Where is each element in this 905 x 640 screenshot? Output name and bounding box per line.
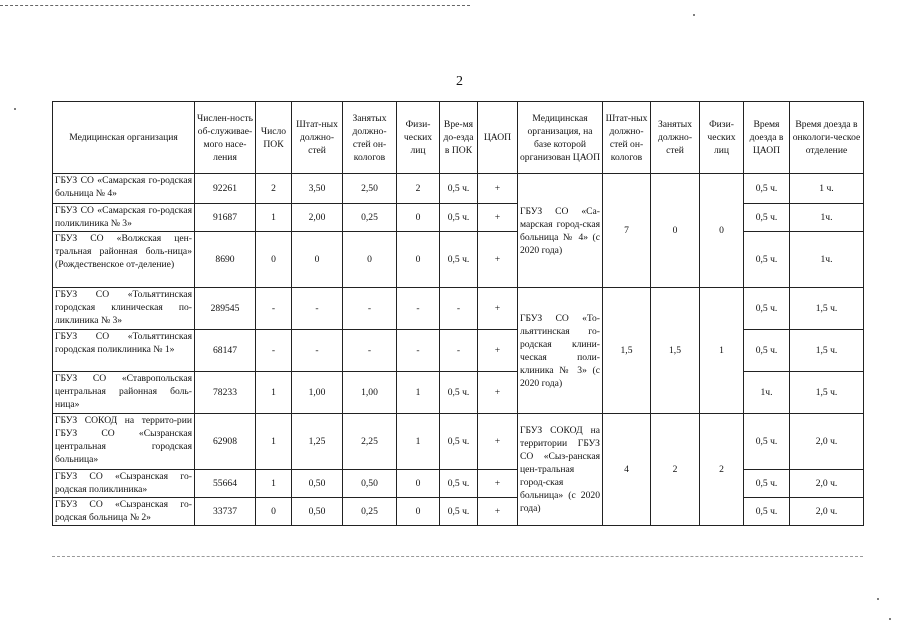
caop-base-org: ГБУЗ СО «Са-марская город-ская больница № 4» (с 2020 года) [518,174,603,288]
table-row [53,288,864,330]
travel-time-pok: 0,5 ч. [440,498,478,526]
caop-physical: 2 [700,414,744,526]
travel-time-caop: 0,5 ч. [744,414,790,470]
travel-time-pok: 0,5 ч. [440,174,478,204]
travel-time-pok: 0,5 ч. [440,470,478,498]
caop-flag: + [478,204,518,232]
travel-time-caop: 0,5 ч. [744,288,790,330]
travel-time-pok: 0,5 ч. [440,372,478,414]
caop-occupied: 0 [651,174,700,288]
caop-physical: 1 [700,288,744,414]
table-row [53,414,864,470]
travel-time-onco: 2,0 ч. [790,414,864,470]
travel-time-caop: 0,5 ч. [744,204,790,232]
occupied-positions: 2,50 [343,174,397,204]
caop-flag: + [478,414,518,470]
caop-staff: 7 [603,174,651,288]
occupied-positions: 0 [343,232,397,288]
pok-count: - [256,330,292,372]
org-name: ГБУЗ СО «Волжская цен-тральная районная боль-ница» (Рождественское от-деление) [53,232,195,288]
header-caop-physical: Физи-ческих лиц [700,102,744,174]
travel-time-pok: 0,5 ч. [440,414,478,470]
header-caop-org: Медицинская организация, на базе которой организован ЦАОП [518,102,603,174]
population-value: 78233 [195,372,256,414]
header-pok: Число ПОК [256,102,292,174]
scan-speck [889,618,891,620]
scan-dashed-line-top [0,5,470,6]
oncology-network-table [52,101,864,526]
header-travel-onco: Время доезда в онкологи-ческое отделение [790,102,864,174]
population-value: 8690 [195,232,256,288]
travel-time-onco: 1,5 ч. [790,288,864,330]
caop-flag: + [478,232,518,288]
pok-count: 0 [256,232,292,288]
pok-count: 1 [256,470,292,498]
scan-speck [693,14,695,16]
header-caop: ЦАОП [478,102,518,174]
header-travel-caop: Время доезда в ЦАОП [744,102,790,174]
staff-positions: 1,25 [292,414,343,470]
header-population: Числен-ность об-служивае-мого насе-ления [195,102,256,174]
scan-speck [14,108,16,110]
pok-count: 1 [256,414,292,470]
staff-positions: 1,00 [292,372,343,414]
staff-positions: 0 [292,232,343,288]
travel-time-onco: 1,5 ч. [790,330,864,372]
caop-staff: 1,5 [603,288,651,414]
occupied-positions: - [343,288,397,330]
staff-positions: - [292,330,343,372]
physical-persons: 0 [397,498,440,526]
page-number: 2 [456,74,463,89]
pok-count: 1 [256,204,292,232]
pok-count: 0 [256,498,292,526]
pok-count: 1 [256,372,292,414]
header-occupied: Занятых должно-стей он-кологов [343,102,397,174]
header-org: Медицинская организация [53,102,195,174]
caop-flag: + [478,174,518,204]
scan-dashed-line-bottom [52,556,863,557]
pok-count: - [256,288,292,330]
caop-physical: 0 [700,174,744,288]
caop-flag: + [478,330,518,372]
travel-time-pok: 0,5 ч. [440,204,478,232]
travel-time-onco: 1ч. [790,204,864,232]
occupied-positions: 1,00 [343,372,397,414]
physical-persons: 0 [397,204,440,232]
travel-time-onco: 1,5 ч. [790,372,864,414]
staff-positions: - [292,288,343,330]
staff-positions: 0,50 [292,470,343,498]
population-value: 289545 [195,288,256,330]
caop-flag: + [478,498,518,526]
travel-time-caop: 1ч. [744,372,790,414]
org-name: ГБУЗ СО «Тольяттинская городская поликлиника № 1» [53,330,195,372]
caop-base-org: ГБУЗ СО «То-льяттинская го-родская клини-ческая поли-клиника № 3» (с 2020 года) [518,288,603,414]
physical-persons: 1 [397,414,440,470]
scan-speck [877,598,879,600]
physical-persons: 0 [397,232,440,288]
population-value: 62908 [195,414,256,470]
org-name: ГБУЗ СОКОД на террито-рии ГБУЗ СО «Сызранская центральная городская больница» [53,414,195,470]
travel-time-pok: - [440,288,478,330]
org-name: ГБУЗ СО «Тольяттинская городская клиническая по-ликлиника № 3» [53,288,195,330]
org-name: ГБУЗ СО «Сызранская го-родская поликлиника» [53,470,195,498]
header-staff: Штат-ных должно-стей [292,102,343,174]
staff-positions: 0,50 [292,498,343,526]
travel-time-onco: 2,0 ч. [790,498,864,526]
caop-flag: + [478,470,518,498]
travel-time-caop: 0,5 ч. [744,232,790,288]
occupied-positions: - [343,330,397,372]
staff-positions: 2,00 [292,204,343,232]
occupied-positions: 0,50 [343,470,397,498]
travel-time-caop: 0,5 ч. [744,470,790,498]
occupied-positions: 2,25 [343,414,397,470]
travel-time-onco: 1 ч. [790,174,864,204]
population-value: 33737 [195,498,256,526]
caop-occupied: 1,5 [651,288,700,414]
physical-persons: - [397,288,440,330]
table-row [53,174,864,204]
header-caop-occupied: Занятых должно-стей [651,102,700,174]
org-name: ГБУЗ СО «Ставропольская центральная районная боль-ница» [53,372,195,414]
caop-staff: 4 [603,414,651,526]
population-value: 92261 [195,174,256,204]
staff-positions: 3,50 [292,174,343,204]
travel-time-caop: 0,5 ч. [744,174,790,204]
caop-flag: + [478,288,518,330]
physical-persons: 2 [397,174,440,204]
caop-occupied: 2 [651,414,700,526]
travel-time-onco: 2,0 ч. [790,470,864,498]
header-caop-staff: Штат-ных должно-стей он-кологов [603,102,651,174]
travel-time-caop: 0,5 ч. [744,330,790,372]
travel-time-caop: 0,5 ч. [744,498,790,526]
org-name: ГБУЗ СО «Самарская го-родская поликлиника № 3» [53,204,195,232]
physical-persons: - [397,330,440,372]
header-row [53,102,864,174]
travel-time-pok: 0,5 ч. [440,232,478,288]
org-name: ГБУЗ СО «Сызранская го-родская больница № 2» [53,498,195,526]
population-value: 68147 [195,330,256,372]
physical-persons: 1 [397,372,440,414]
travel-time-onco: 1ч. [790,232,864,288]
population-value: 55664 [195,470,256,498]
org-name: ГБУЗ СО «Самарская го-родская больница № 4» [53,174,195,204]
travel-time-pok: - [440,330,478,372]
header-physical: Физи-ческих лиц [397,102,440,174]
pok-count: 2 [256,174,292,204]
caop-flag: + [478,372,518,414]
header-travel-pok: Вре-мя до-езда в ПОК [440,102,478,174]
caop-base-org: ГБУЗ СОКОД на территории ГБУЗ СО «Сыз-ранская цен-тральная город-ская больница» (с 2020 года) [518,414,603,526]
population-value: 91687 [195,204,256,232]
occupied-positions: 0,25 [343,498,397,526]
physical-persons: 0 [397,470,440,498]
occupied-positions: 0,25 [343,204,397,232]
